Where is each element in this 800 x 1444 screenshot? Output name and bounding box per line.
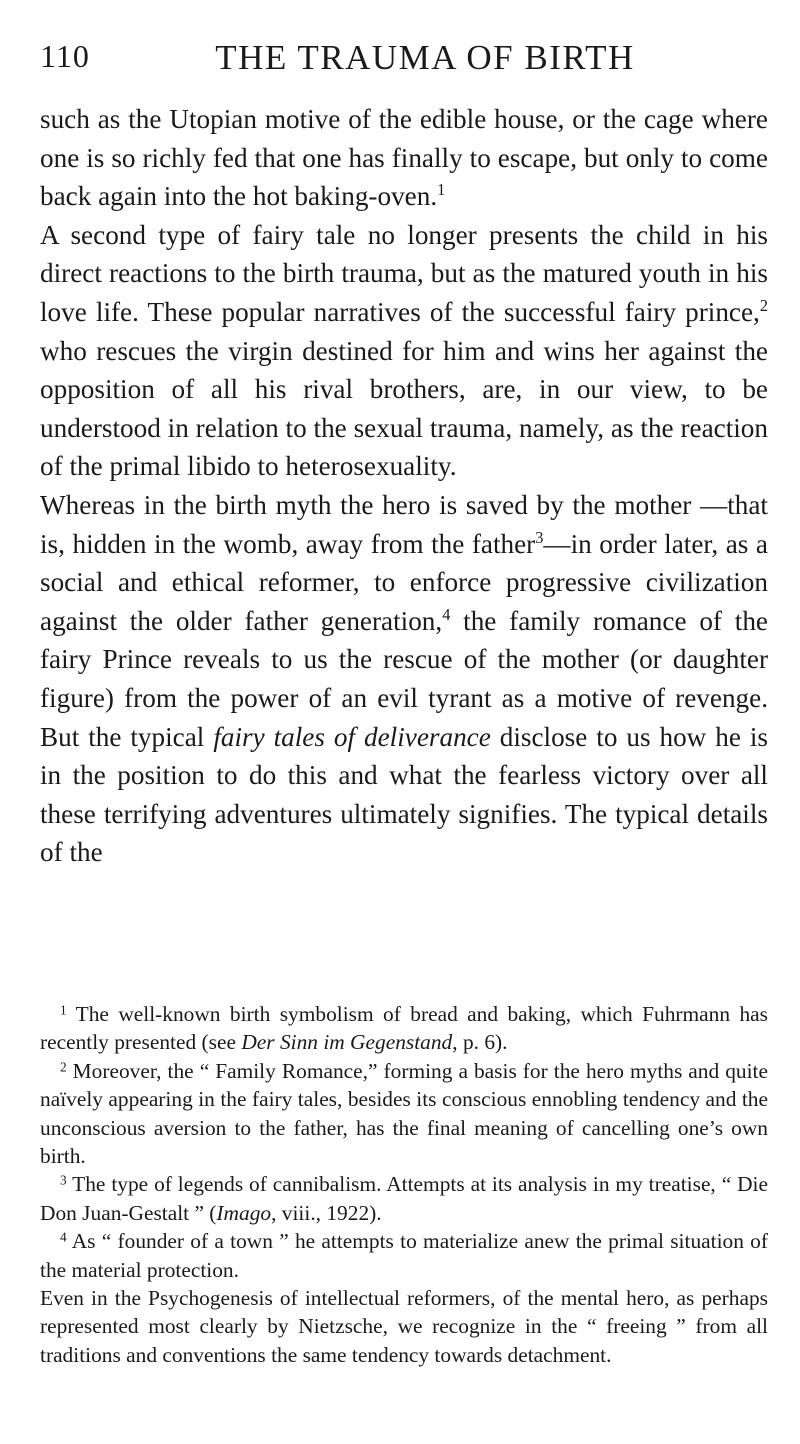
paragraph-1-text: such as the Utopian motive of the edible house, or the cage where one is so richly fed that one has finally to escape, but only to come back again into the hot baking-oven. <box>40 104 768 212</box>
footnote-3-number: 3 <box>60 1172 67 1188</box>
footnote-3-italic: Imago <box>216 1200 272 1225</box>
page-number: 110 <box>40 38 90 74</box>
footnote-4 <box>40 1227 768 1284</box>
paragraph-1 <box>40 100 768 216</box>
footnote-3 <box>40 1170 768 1227</box>
footnote-1-number: 1 <box>60 1002 67 1018</box>
paragraph-2-text-b: who rescues the virgin destined for him and wins her against the opposition of all his rival brothers, are, in our view, to be understood in relation to the sexual trauma, namely, as the reaction of the primal libido to heterosexuality. <box>40 335 768 482</box>
footnote-4-continuation <box>40 1284 768 1369</box>
footnote-ref-1: 1 <box>437 180 446 200</box>
footnote-1-text-b: , p. 6). <box>452 1030 508 1055</box>
footnotes <box>40 1000 768 1369</box>
footnote-ref-2: 2 <box>759 295 768 315</box>
paragraph-2 <box>40 216 768 486</box>
footnote-2-number: 2 <box>60 1059 67 1075</box>
paragraph-3-italic: fairy tales of deliverance <box>213 721 491 752</box>
footnote-3-text-b: , viii., 1922). <box>271 1200 382 1225</box>
main-text <box>40 100 768 872</box>
footnote-4-continuation-text: Even in the Psychogenesis of intellectual reformers, of the mental hero, as perhaps represented most clearly by Nietzsche, we recognize in the “ freeing ” from all traditions and conventions the same tendency towards detachment. <box>40 1286 768 1367</box>
paragraph-3-text-a: Whereas in the birth myth the hero is saved by the mother —that is, hidden in the womb, away from the father <box>40 489 768 559</box>
paragraph-3 <box>40 486 768 872</box>
footnote-1 <box>40 1000 768 1057</box>
footnote-1-italic: Der Sinn im Gegenstand <box>241 1030 453 1055</box>
paragraph-3-text-d: disclose to us how he is in the position to do this and what the fearless victory over all these terrifying adventures ultimately signifies. The typical details of the <box>40 721 768 868</box>
footnote-2-text: Moreover, the “ Family Romance,” forming a basis for the hero myths and quite naïvely appearing in the fairy tales, besides its conscious ennobling tendency and the unconscious aversion to the father, has the final meaning of cancelling one’s own birth. <box>40 1058 768 1169</box>
footnote-1-text-a: The well-known birth symbolism of bread and baking, which Fuhrmann has recently presented (see <box>40 1002 768 1055</box>
footnote-4-number: 4 <box>60 1229 67 1245</box>
paragraph-2-text-a: A second type of fairy tale no longer presents the child in his direct reactions to the birth trauma, but as the matured youth in his love life. These popular narratives of the successful fairy prince, <box>40 219 768 327</box>
paragraph-3-text-c: the family romance of the fairy Prince reveals to us the rescue of the mother (or daughter figure) from the power of an evil tyrant as a motive of revenge. But the typical <box>40 605 768 752</box>
footnote-4-text: As “ founder of a town ” he attempts to materialize anew the primal situation of the material protection. <box>40 1229 768 1282</box>
footnote-2 <box>40 1057 768 1171</box>
running-title: THE TRAUMA OF BIRTH <box>215 38 635 77</box>
page-header <box>40 38 770 82</box>
footnote-ref-3: 3 <box>535 527 544 547</box>
footnote-ref-4: 4 <box>442 604 451 624</box>
paragraph-3-text-b: —in order later, as a social and ethical reformer, to enforce progressive civilization against the older father generation, <box>40 528 768 636</box>
footnote-3-text-a: The type of legends of cannibalism. Attempts at its analysis in my treatise, “ Die Don Juan-Gestalt ” ( <box>40 1172 768 1225</box>
